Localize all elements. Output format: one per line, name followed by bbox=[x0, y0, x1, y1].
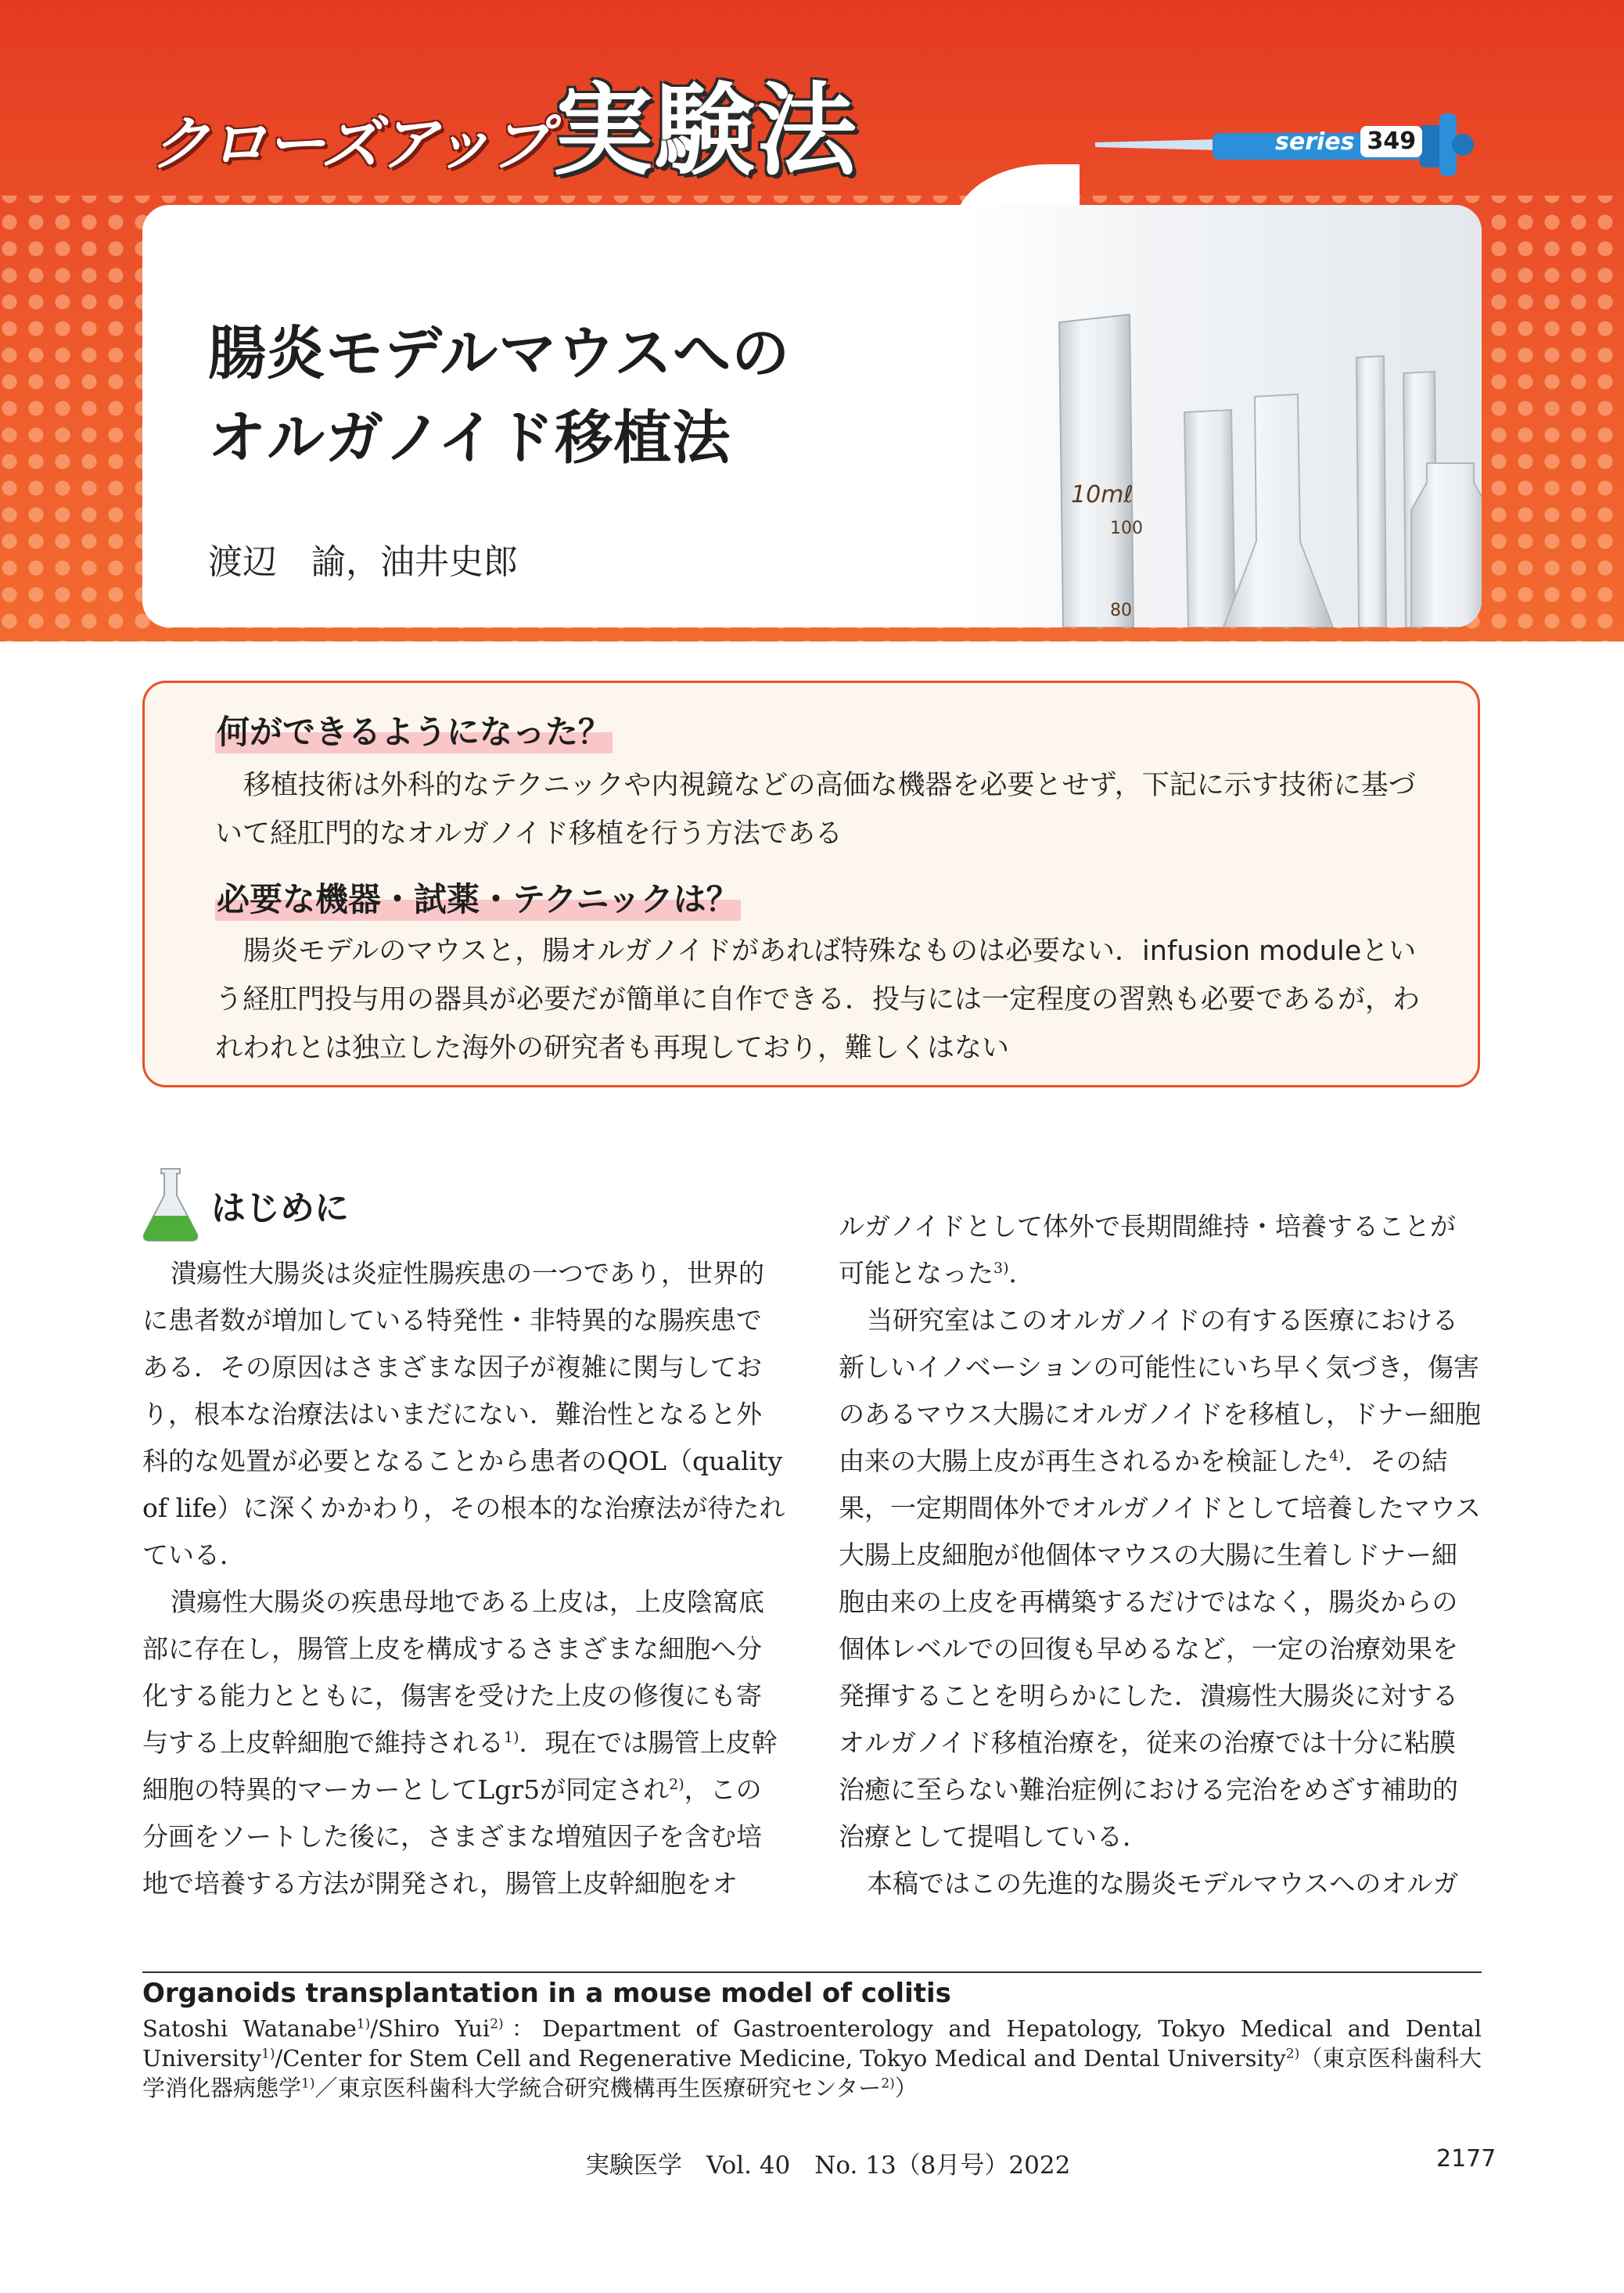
section-heading-intro bbox=[141, 1166, 349, 1244]
summary-heading-what: 何ができるようになった？ bbox=[215, 706, 613, 753]
series-badge bbox=[1275, 124, 1422, 160]
intro-paragraph-1: 潰瘍性大腸炎は炎症性腸疾患の一つであり，世界的に患者数が増加している特発性・非特異的な腸疾患である．その原因はさまざまな因子が複雑に関与しており，根本な治療法はいまだにない．難治性となると外科的な処置が必要となることから患者のQOL（quality of life）に深くかかわり，その根本的な治療法が待たれている． bbox=[142, 1258, 785, 1570]
intro-heading-label: はじめに bbox=[211, 1188, 349, 1228]
glassware-photo bbox=[965, 205, 1482, 627]
intro-paragraph-3: 当研究室はこのオルガノイドの有する医療における新しいイノベーションの可能性にいち早く気づき，傷害のあるマウス大腸にオルガノイドを移植し，ドナー細胞由来の大腸上皮が再生されるかを検証した$^{4)}$．その結果，一定期間体外でオルガノイドとして培養したマウス大腸上皮細胞が他個体マウスの大腸に生着しドナー細胞由来の上皮を再構築するだけではなく，腸炎からの個体レベルでの回復も早めるなど，一定の治療効果を発揮することを明らかにした．潰瘍性大腸炎に対するオルガノイド移植治療を，従来の治療では十分に粘膜治癒に至らない難治症例における完治をめざす補助的治療として提唱している． bbox=[839, 1305, 1482, 1852]
english-title: Organoids transplantation in a mouse model of colitis bbox=[142, 1978, 951, 2009]
series-number: 349 bbox=[1360, 126, 1422, 157]
body-column-right bbox=[839, 1203, 1482, 1907]
intro-paragraph-2: 潰瘍性大腸炎の疾患母地である上皮は，上皮陰窩底部に存在し，腸管上皮を構成するさまざまな細胞へ分化する能力とともに，傷害を受けた上皮の修復にも寄与する上皮幹細胞で維持される$^{1)}$．現在では腸管上皮幹細胞の特異的マーカーとしてLgr5が同定され$^{2)}$，この分画をソートした後に，さまざまな増殖因子を含む培地で培養する方法が開発され，腸管上皮幹細胞をオ bbox=[142, 1587, 778, 1899]
article-title-line2: オルガノイド移植法 bbox=[208, 404, 731, 472]
intro-paragraph-4: 本稿ではこの先進的な腸炎モデルマウスへのオルガ bbox=[867, 1868, 1459, 1899]
citation-3: 3) bbox=[993, 1260, 1009, 1277]
header-banner bbox=[0, 0, 1624, 642]
footnote-divider bbox=[142, 1971, 1482, 1973]
article-title bbox=[208, 311, 790, 480]
title-card bbox=[142, 205, 1482, 627]
citation-4: 4) bbox=[1329, 1447, 1345, 1465]
body-column-left bbox=[142, 1250, 785, 1907]
summary-box bbox=[142, 681, 1480, 1087]
author-affiliations: Satoshi Watanabe$^{1)}$/Shiro Yui$^{2)}$：Department of Gastroenterology and Hepatology, Tokyo Medical and Dental University$^{1)}$/Center for Stem Cell and Regenerative Medicine, Tokyo Medical and Dental University$^{2)}$（東京医科歯科大学消化器病態学$^{1)}$／東京医科歯科大学統合研究機構再生医療研究センター$^{2)}$） bbox=[142, 2015, 1482, 2101]
flask-icon bbox=[141, 1166, 200, 1244]
svg-text:100: 100 bbox=[1110, 519, 1143, 538]
series-word: series bbox=[1275, 128, 1355, 156]
series-logo bbox=[150, 61, 858, 194]
summary-heading-requirements: 必要な機器・試薬・テクニックは？ bbox=[215, 874, 741, 921]
journal-citation: 実験医学 Vol. 40 No. 13（8月号）2022 bbox=[585, 2151, 1071, 2180]
summary-text-what: 移植技術は外科的なテクニックや内視鏡などの高価な機器を必要とせず，下記に示す技術に基づいて経肛門的なオルガノイド移植を行う方法である bbox=[215, 770, 1416, 850]
series-label-big: 実験法 bbox=[552, 73, 858, 189]
svg-text:10mℓ: 10mℓ bbox=[1071, 481, 1134, 509]
article-title-line1: 腸炎モデルマウスへの bbox=[208, 320, 791, 387]
summary-text-requirements: 腸炎モデルのマウスと，腸オルガノイドがあれば特殊なものは必要ない．infusion moduleという経肛門投与用の器具が必要だが簡単に自作できる．投与には一定程度の習熟も必要であるが，われわれとは独立した海外の研究者も再現しており，難しくはない bbox=[215, 936, 1421, 1064]
citation-2: 2) bbox=[669, 1776, 684, 1793]
page-number: 2177 bbox=[1436, 2145, 1496, 2173]
authors: 渡辺 諭，油井史郎 bbox=[208, 542, 518, 582]
intro-paragraph-2-continued: ルガノイドとして体外で長期間維持・培養することが可能となった$^{3)}$． bbox=[839, 1211, 1457, 1288]
svg-text:80: 80 bbox=[1110, 601, 1132, 620]
series-label-small: クローズアップ bbox=[150, 109, 548, 178]
citation-1: 1) bbox=[504, 1729, 519, 1746]
